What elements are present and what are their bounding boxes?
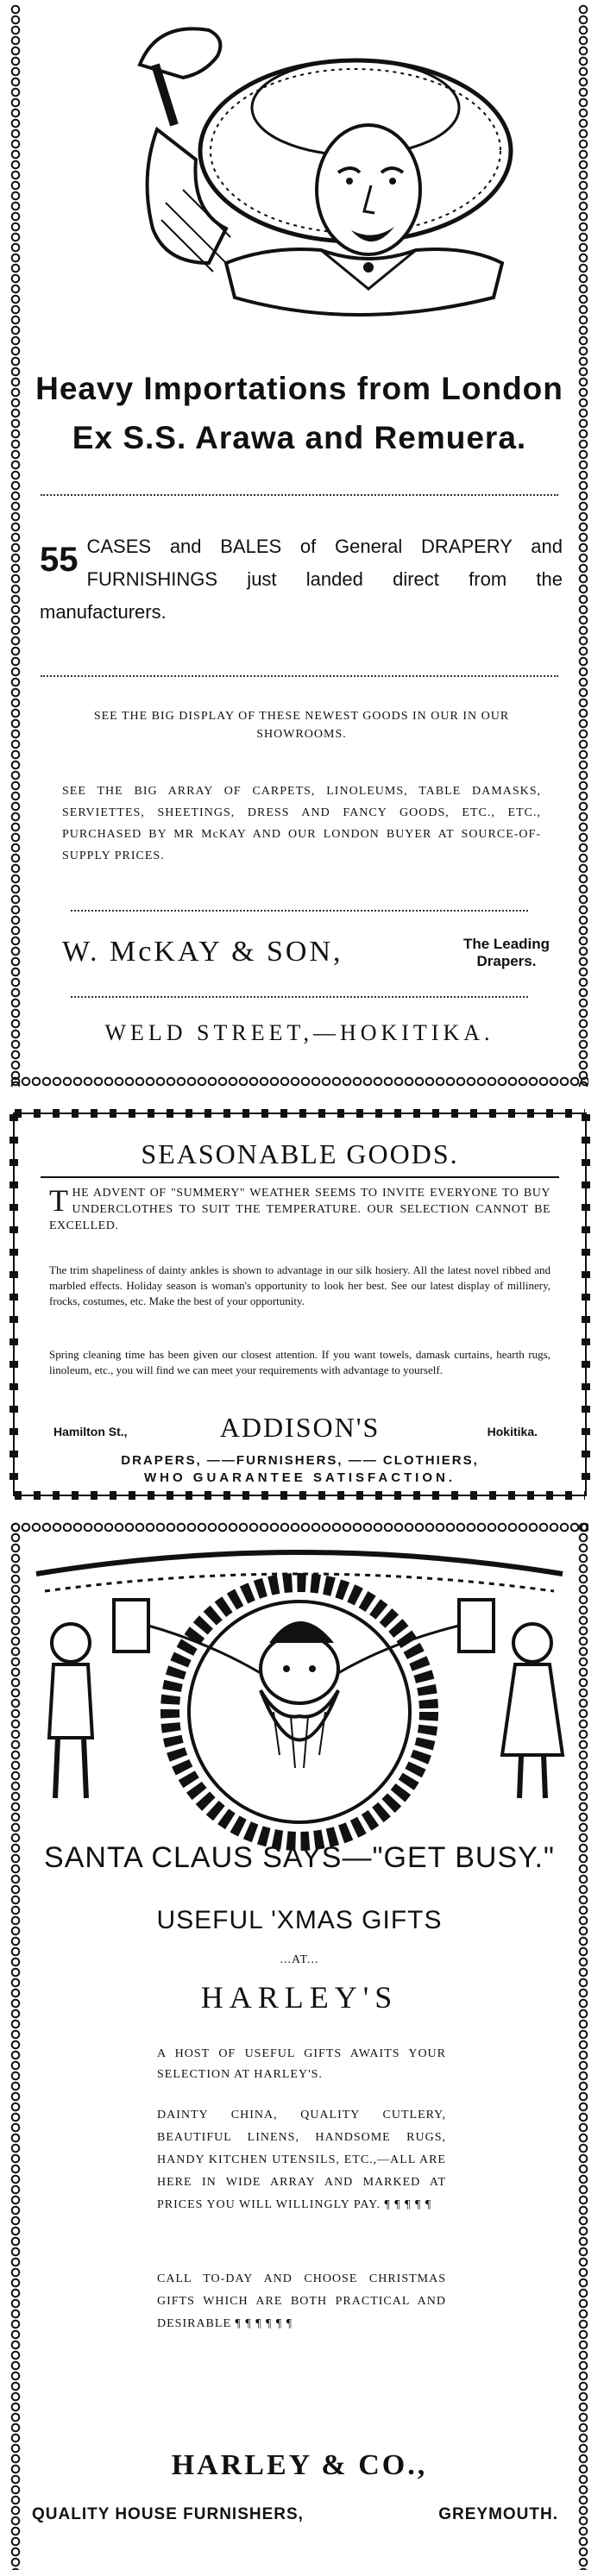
lady-with-trumpet-illustration [10, 4, 588, 341]
addison-intro-text: HE ADVENT OF "SUMMERY" WEATHER SEEMS TO INVITE EVERYONE TO BUY UNDERCLOTHES TO SUIT THE TEMPERATURE. OUR SELECTION CANNOT BE EXCELLED. [49, 1187, 551, 1232]
harley-advertisement [10, 1522, 588, 2570]
addison-advertisement [13, 1113, 587, 1496]
harley-para-3: CALL TO-DAY AND CHOOSE CHRISTMAS GIFTS WHICH ARE BOTH PRACTICAL AND DESIRABLE ¶ ¶ ¶ ¶ ¶ ¶ [157, 2272, 446, 2330]
dotted-rule-1 [41, 494, 558, 496]
mckay-headline-2: Ex S.S. Arawa and Remuera. [72, 420, 527, 455]
square-border-top [15, 1109, 585, 1118]
harley-name: HARLEY'S [200, 1980, 399, 2015]
harley-para-2: DAINTY CHINA, QUALITY CUTLERY, BEAUTIFUL LINENS, HANDSOME RUGS, HANDY KITCHEN UTENSILS, ETC.,—ALL ARE HERE IN WIDE ARRAY AND MARKED AT PRICES YOU WILL WILLINGLY PAY. ¶ ¶ ¶ ¶ ¶ [157, 2109, 446, 2211]
harley-at: ...AT... [280, 1953, 319, 1966]
mckay-para-2: SEE THE BIG ARRAY OF CARPETS, LINOLEUMS, TABLE DAMASKS, SERVIETTES, SHEETINGS, DRESS AND FANCY GOODS, ETC., ETC., PURCHASED BY MR McKAY AND OUR LONDON BUYER AT SOURCE-OF-SUPPLY PRICES. [62, 785, 541, 862]
square-border-bottom [15, 1491, 585, 1500]
addison-town: Hokitika. [487, 1425, 538, 1438]
mckay-name: W. McKAY & SON, [62, 936, 343, 968]
harley-footer-right: GREYMOUTH. [438, 2505, 558, 2523]
mckay-tagline [450, 936, 563, 970]
addison-para-1: The trim shapeliness of dainty ankles is shown to advantage in our silk hosiery. All the latest novel ribbed and marbled effects. Holiday season is woman's opportunity to look her best. See our latest display of millinery, frocks, costumes, etc. Make the best of your opportunity. [49, 1263, 551, 1307]
chain-border-bottom [10, 1076, 588, 1087]
addison-street: Hamilton St., [53, 1425, 128, 1438]
santa-wreath-illustration [10, 1539, 588, 1884]
addison-heading: SEASONABLE GOODS. [141, 1138, 459, 1169]
addison-intro [49, 1185, 551, 1234]
mckay-count: 55 [40, 541, 79, 579]
harley-para-1: A HOST OF USEFUL GIFTS AWAITS YOUR SELECTION AT HARLEY'S. [157, 2047, 446, 2081]
mckay-advertisement [10, 4, 588, 1087]
mckay-headline-1: Heavy Importations from London [35, 371, 563, 406]
mckay-tagline-1: The Leading [462, 936, 551, 952]
harley-footer-left: QUALITY HOUSE FURNISHERS, [32, 2505, 304, 2523]
dotted-rule-4 [71, 996, 528, 998]
mckay-address: WELD STREET,—HOKITIKA. [104, 1020, 494, 1045]
mckay-cases-block [40, 530, 563, 629]
dotted-rule-2 [41, 675, 558, 677]
harley-firm: HARLEY & CO., [171, 2449, 428, 2481]
dotted-rule-3 [71, 910, 528, 912]
addison-trades: DRAPERS, ——FURNISHERS, —— CLOTHIERS, [121, 1453, 479, 1468]
addison-guarantee: WHO GUARANTEE SATISFACTION. [143, 1470, 456, 1485]
mckay-tagline-2: Drapers. [476, 953, 537, 969]
mckay-para-1: SEE THE BIG DISPLAY OF THESE NEWEST GOODS IN OUR IN OUR SHOWROOMS. [93, 710, 510, 741]
addison-intro-dropcap: T [49, 1183, 69, 1218]
mckay-cases-text: CASES and BALES of General DRAPERY and FURNISHINGS just landed direct from the manufacturers. [40, 536, 563, 623]
addison-heading-rule [41, 1176, 559, 1178]
addison-para-2: Spring cleaning time has been given our closest attention. If you want towels, damask curtains, hearth rugs, linoleum, etc., you will find we can meet your requirements with advantage to yourself. [49, 1348, 551, 1376]
santa-caption: SANTA CLAUS SAYS—"GET BUSY." [44, 1841, 555, 1874]
chain-border-top-2 [10, 1522, 588, 1532]
harley-heading: USEFUL 'XMAS GIFTS [156, 1906, 443, 1934]
addison-name: ADDISON'S [219, 1412, 381, 1443]
